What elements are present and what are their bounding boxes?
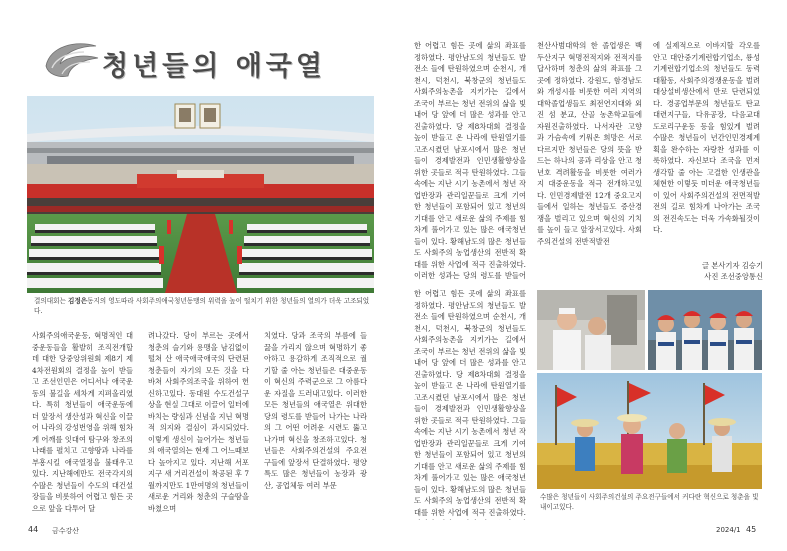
caption-prefix: 결의대회는	[34, 297, 68, 305]
right-column-1-continued	[414, 288, 526, 520]
left-page-number: 44	[28, 525, 39, 534]
caption-text: 동지의 영도따라 사회주의애국청년동맹의 위력을 높이 떨치기 위한 청년들의 열의가 더욱 고조되었다.	[34, 297, 370, 315]
left-column-1	[32, 330, 133, 520]
credit-photo: 사진 조선중앙통신	[704, 272, 763, 281]
magazine-name: 금수강산	[52, 527, 80, 535]
paragraph: 한 어렵고 힘든 곳에 삶의 좌표를 정하였다. 평안남도의 청년들도 발전소 들에 탄원하였으며 순천시, 개천시, 덕천시, 북창군의 청년들도 사회주의농촌을 지키가는 길에서 조국이 부르는 청년 전위의 삶을 빛내어 당 앞에 더 많은 성과를 안고 진출하였다. 당 제8차대회 결정을 높이 받들고 온 나라에 탄원열기를 고조시켰던 남포시에서 많은 청년들이 경제발전과 인민생활향상을 위한 곳들로 적극 탄원하였다. 그들속에는 지난 시기 농촌에서 청년 작업반장과 관리일꾼들로 크게 기여한 청년들이 포함되어 있고 청년의 기대를 안고 새로운 삶의 주제를 힘차게 풀어가고 있는 많은 애국청년들이 있다. 황해남도의 많은 청년들도 사회주의 농업생산의 전반적 확대를 위한 사업에 적극 진출하였다. 이러한 성과는 당의 령도를 받들어	[414, 41, 526, 280]
right-page-number: 45	[746, 525, 757, 534]
page-title: 청년들의 애국열	[102, 51, 326, 82]
credit-writer: 글 본사기자 김승기	[701, 261, 763, 270]
right-column-2	[537, 40, 642, 282]
right-column-3	[653, 40, 760, 252]
farmers-field-photo	[537, 373, 762, 489]
caption-name: 김정은	[67, 297, 88, 305]
paragraph: 치였다. 당과 조국의 부름에 들끓을 가리지 않으며 혁명하기 좋아하고 용감하게 조직적으로 궐기할 줄 아는 청년들은 대중운동이 혁신의 주력군으로 그 아름다운 자질을 드러내고있다. 이러한 모든 청년들의 애국열은 위대한 당의 령도를 받들어 나가는 나라의 그 어떤 어려운 시련도 뚫고 나가며 혁신을 창조하고있다. 청년들은 사회주의건설의 주요전구들에 앞장서 단결하였다. 평양특도 많은 청년들이 농장과 광산, 공업체등 여러 부문	[264, 331, 367, 490]
paragraph: 에 실제적으로 이바지할 각오를 안고 대안중기계런합기업소, 룡성기계런합기업소의 청년들도 동력대활동, 사회주의경쟁운동을 벌려 대상설비생산에서 만로 단련되었다. 경공업부문의 청년들도 탄교대련지구들, 다유공장, 다음교대도로리구운동 등을 힘있게 벌려 수많은 청년들이 년간인민경제계획을 완수하는 자랑찬 성과를 이룩하였다. 자신보다 조국을 먼저 생각할 줄 아는 고결한 인생관을 체현한 이렇듯 미더운 애국청년들이 있어 사회주의건설의 전면적발전의 길로 힘차게 나아가는 조국의 전진속도는 더욱 가속화될것이다.	[653, 41, 760, 234]
paragraph: 한 어렵고 힘든 곳에 삶의 좌표를 정하였다. 평안남도의 청년들도 발전소 들에 탄원하였으며 순천시, 개천시, 덕천시, 북창군의 청년들도 사회주의농촌을 지키가는 길에서 조국이 부르는 청년 전위의 삶을 빛내어 당 앞에 더 많은 성과를 안고 진출하였다. 당 제8차대회 결정을 높이 받들고 온 나라에 탄원열기를 고조시켰던 남포시에서 많은 청년들이 경제발전과 인민생활향상을 위한 곳들로 적극 탄원하였다. 그들속에는 지난 시기 농촌에서 청년 작업반장과 관리일꾼들로 크게 기여한 청년들이 포함되어 있고 청년의 기대를 안고 새로운 삶의 주제를 힘차게 풀어가고 있는 많은 애국청년들이 있다. 황해남도의 많은 청년들도 사회주의 농업생산의 전반적 확대를 위한 사업에 적극 진출하였다.	[414, 289, 526, 517]
paragraph: 려나갔다. 당이 부르는 곳에서 청춘의 슬기와 용맹을 남김없이 떨쳐 산 애국애국애국의 단련된 청춘들이 자기의 모든 것을 다 바쳐 사회주의조국을 위하여 헌신하고있다. 동대원 수도건설구상을 현실 그대로 이끌어 일터에 바치는 량심과 신념을 지닌 혁명적 의지와 결심이 과시되었다. 이렇게 생신이 늘어가는 청년들의 애국열의는 현재 그 어느때보다 높아지고 있다. 지난해 서포지구 새 거리건설이 착공된 후 7월까지만도 1만여명의 청년들이 새로운 거리와 청춘의 구슬땀을 바쳤으며	[148, 331, 249, 513]
farmers-photo-caption: 수많은 청년들이 사회주의건설의 주요전구들에서 커다란 혁신으로 청춘을 빛내이고있다.	[540, 493, 759, 511]
factory-workers-photo	[537, 290, 645, 370]
title-ornament	[38, 36, 108, 82]
young-builders-photo	[648, 290, 762, 370]
issue-date: 2024/1	[716, 526, 741, 534]
rally-photo-caption	[34, 296, 372, 316]
right-column-1	[414, 40, 526, 282]
left-column-3	[264, 330, 367, 520]
paragraph: 천산사범대학의 한 졸업생은 백두산지구 혁명전적지와 전적지를 답사하며 청춘의 삶의 좌표를 그곳에 정하였다. 강원도, 함경남도와 개성시를 비롯한 여러 지역의 대학졸업생들도 최전연지대와 외진 섬 분교, 산골 농촌학교들에 자원진출하였다. 나서자란 고향과 가슴속에 키워온 희망은 서로 다르지만 청년들은 당의 뜻을 받드는 하나의 공과 리상을 안고 청년호 격려활동을 비롯한 여러가지 대중운동을 적극 전개하고있다. 인민경제발전 12개 중요고지들에서 일하는 청년들도 증산경쟁을 벌리고 있으며 혁신의 기치를 높이 들고 앞장서고있다. 사회주의건설의 전반적발전	[537, 41, 642, 246]
rally-photo	[27, 96, 374, 293]
article-credit	[677, 260, 763, 282]
paragraph: 사회주의애국운동, 혁명적인 대중운동들을 활발히 조직전개할데 대한 당중앙위원회 제8기 제4차전원회의 결정을 높이 받들고 조선인민은 어디서나 애국운동의 불길을 세차게 지펴올리였다. 특히 청년들이 애국운동에 더 앞장서 생산성과 혁신을 이끌어 나라의 강성번영을 위해 힘차게 어깨를 잇대여 탐구와 창조의 나래를 펼치고 고향땅과 나라를 부흥시킬 애국열정을 불태우고 있다. 지난해에만도 전국각지의 수많은 청년들이 수도의 대건설장들을 비롯하여 어렵고 힘든 곳으로 앞을 다투어 달	[32, 331, 133, 513]
left-column-2	[148, 330, 249, 520]
